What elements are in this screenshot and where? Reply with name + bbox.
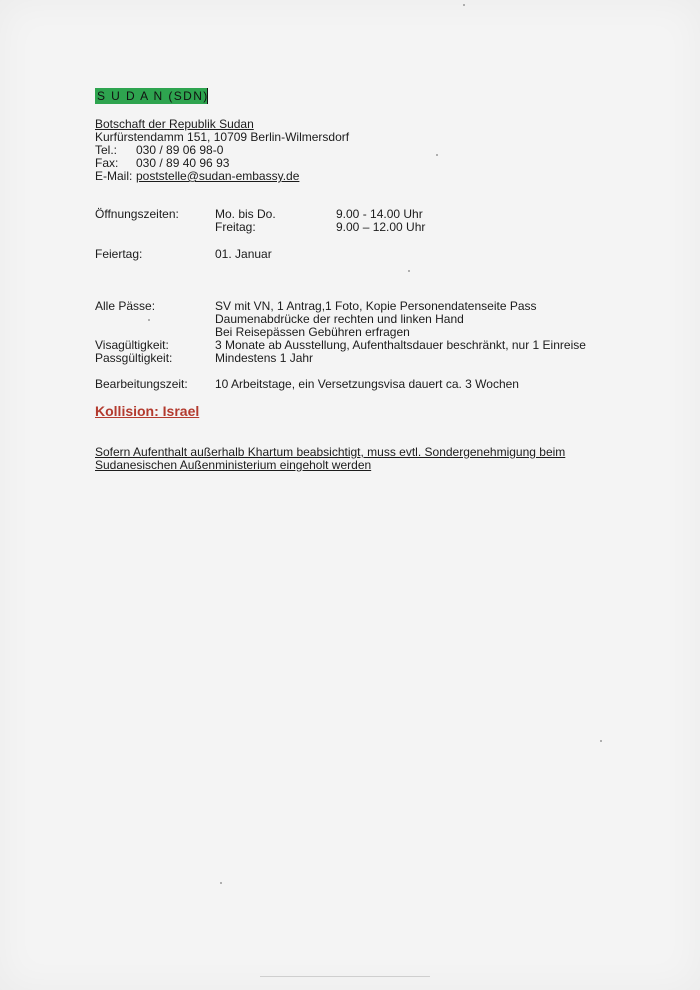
passes-line-1: SV mit VN, 1 Antrag,1 Foto, Kopie Personendatenseite Pass <box>215 299 537 313</box>
scan-speck <box>463 4 465 6</box>
scan-speck <box>220 882 222 884</box>
fax-label: Fax: <box>95 156 119 170</box>
scan-speck <box>436 154 438 156</box>
tel-label: Tel.: <box>95 143 118 157</box>
processing-label: Bearbeitungszeit: <box>95 377 188 391</box>
scan-speck <box>600 740 602 742</box>
embassy-address: Kurfürstendamm 151, 10709 Berlin-Wilmersdorf <box>95 130 350 144</box>
note-line-1: Sofern Aufenthalt außerhalb Khartum beabsichtigt, muss evtl. Sondergenehmigung beim <box>95 445 566 459</box>
scan-speck <box>148 319 150 321</box>
tel-value: 030 / 89 06 98-0 <box>136 143 224 157</box>
pass-validity-label: Passgültigkeit: <box>95 351 173 365</box>
passes-line-2: Daumenabdrücke der rechten und linken Hand <box>215 312 464 326</box>
hours-time-1: 9.00 - 14.00 Uhr <box>336 207 423 221</box>
hours-time-2: 9.00 – 12.00 Uhr <box>336 220 426 234</box>
hours-label: Öffnungszeiten: <box>95 207 179 221</box>
passes-line-3: Bei Reisepässen Gebühren erfragen <box>215 325 410 339</box>
pass-validity-value: Mindestens 1 Jahr <box>215 351 314 365</box>
visa-validity-value: 3 Monate ab Ausstellung, Aufenthaltsdauer beschränkt, nur 1 Einreise <box>215 338 586 352</box>
country-title: S U D A N (SDN) <box>97 89 209 103</box>
passes-label: Alle Pässe: <box>95 299 156 313</box>
hours-days-2: Freitag: <box>215 220 256 234</box>
scan-speck <box>408 270 410 272</box>
processing-value: 10 Arbeitstage, ein Versetzungsvisa dauert ca. 3 Wochen <box>215 377 519 391</box>
holiday-value: 01. Januar <box>215 247 272 261</box>
scan-edge-line <box>260 976 430 977</box>
embassy-name: Botschaft der Republik Sudan <box>95 117 254 131</box>
hours-days-1: Mo. bis Do. <box>215 207 276 221</box>
holiday-label: Feiertag: <box>95 247 143 261</box>
email-link[interactable]: poststelle@sudan-embassy.de <box>136 169 300 183</box>
kollision-heading: Kollision: Israel <box>95 403 200 419</box>
email-label: E-Mail: <box>95 169 133 183</box>
note-line-2: Sudanesischen Außenministerium eingeholt werden <box>95 458 372 472</box>
visa-validity-label: Visagültigkeit: <box>95 338 169 352</box>
fax-value: 030 / 89 40 96 93 <box>136 156 230 170</box>
